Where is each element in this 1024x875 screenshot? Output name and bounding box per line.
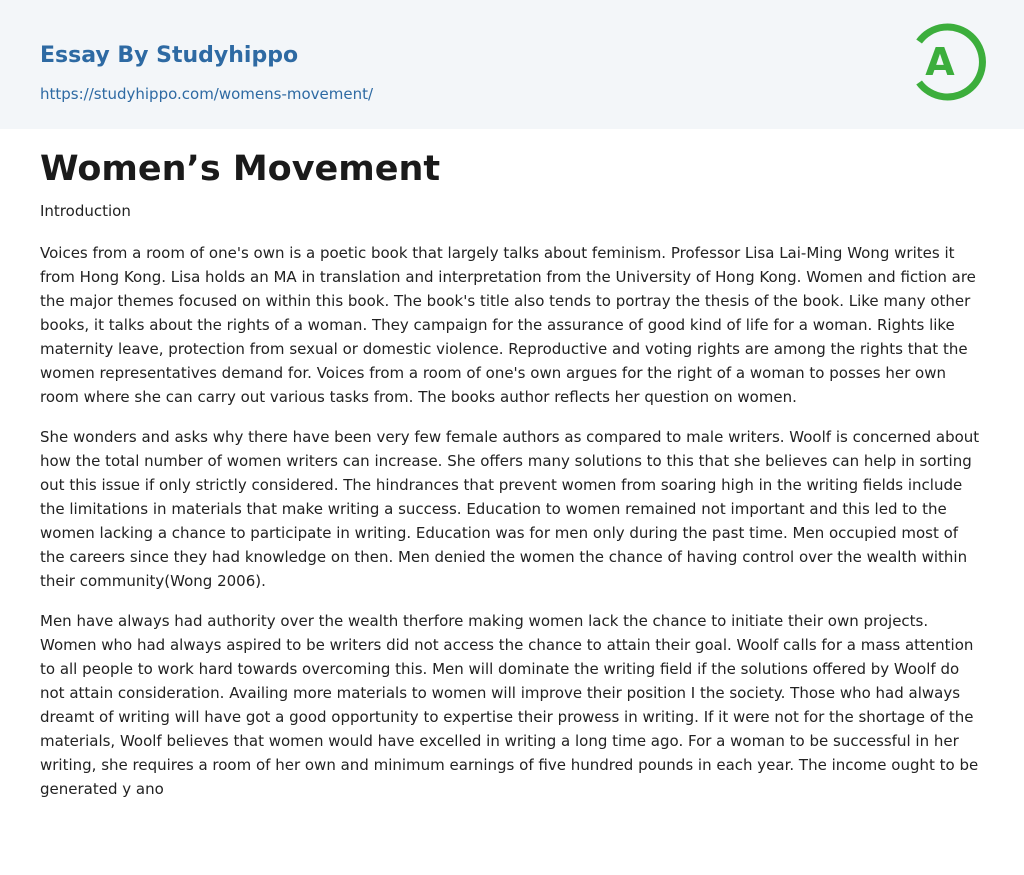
page-title: Women’s Movement	[40, 149, 441, 189]
paragraph: Voices from a room of one's own is a poetic book that largely talks about feminism. Professor Lisa Lai-Ming Wong writes it from Hong Kong. Lisa holds an MA in translation and interpretation from the University of Hong Kong. Women and fiction are the major themes focused on within this book. The book's title also tends to portray the thesis of the book. Like many other books, it talks about the rights of a woman. They campaign for the assurance of good kind of life for a woman. Rights like maternity leave, protection from sexual or domestic violence. Reproductive and voting rights are among the rights that the women representatives demand for. Voices from a room of one's own argues for the right of a woman to posses her own room where she can carry out various tasks from. The books author reflects her question on women.	[40, 244, 976, 406]
article-url-link[interactable]: https://studyhippo.com/womens-movement/	[40, 85, 374, 103]
article-body	[0, 129, 1024, 801]
paragraph: She wonders and asks why there have been very few female authors as compared to male writers. Woolf is concerned about how the total number of women writers can increase. She offers many solutions to this that she believes can help in sorting out this issue if only strictly considered. The hindrances that prevent women from soaring high in the writing fields include the limitations in materials that make writing a success. Education to women remained not important and this led to the women lacking a chance to participate in writing. Education was for men only during the past time. Men occupied most of the careers since they had knowledge on then. Men denied the women the chance of having control over the wealth within their community(Wong 2006).	[40, 428, 980, 590]
paragraph: Men have always had authority over the wealth therfore making women lack the chance to initiate their own projects. Women who had always aspired to be writers did not access the chance to attain their goal. Woolf calls for a mass attention to all people to work hard towards overcoming this. Men will dominate the writing field if the solutions offered by Woolf do not attain consideration. Availing more materials to women will improve their position I the society. Those who had always dreamt of writing will have got a good opportunity to expertise their prowess in writing. If it were not for the shortage of the materials, Woolf believes that women would have excelled in writing a long time ago. For a woman to be successful in her writing, she requires a room of her own and minimum earnings of five hundred pounds in each year. The income ought to be generated y ano	[40, 612, 979, 798]
studyhippo-logo-icon[interactable]	[911, 18, 987, 106]
site-title[interactable]: Essay By Studyhippo	[40, 43, 299, 68]
section-heading-introduction: Introduction	[40, 202, 131, 220]
site-header	[0, 0, 1024, 129]
logo-letter: A	[925, 40, 955, 84]
